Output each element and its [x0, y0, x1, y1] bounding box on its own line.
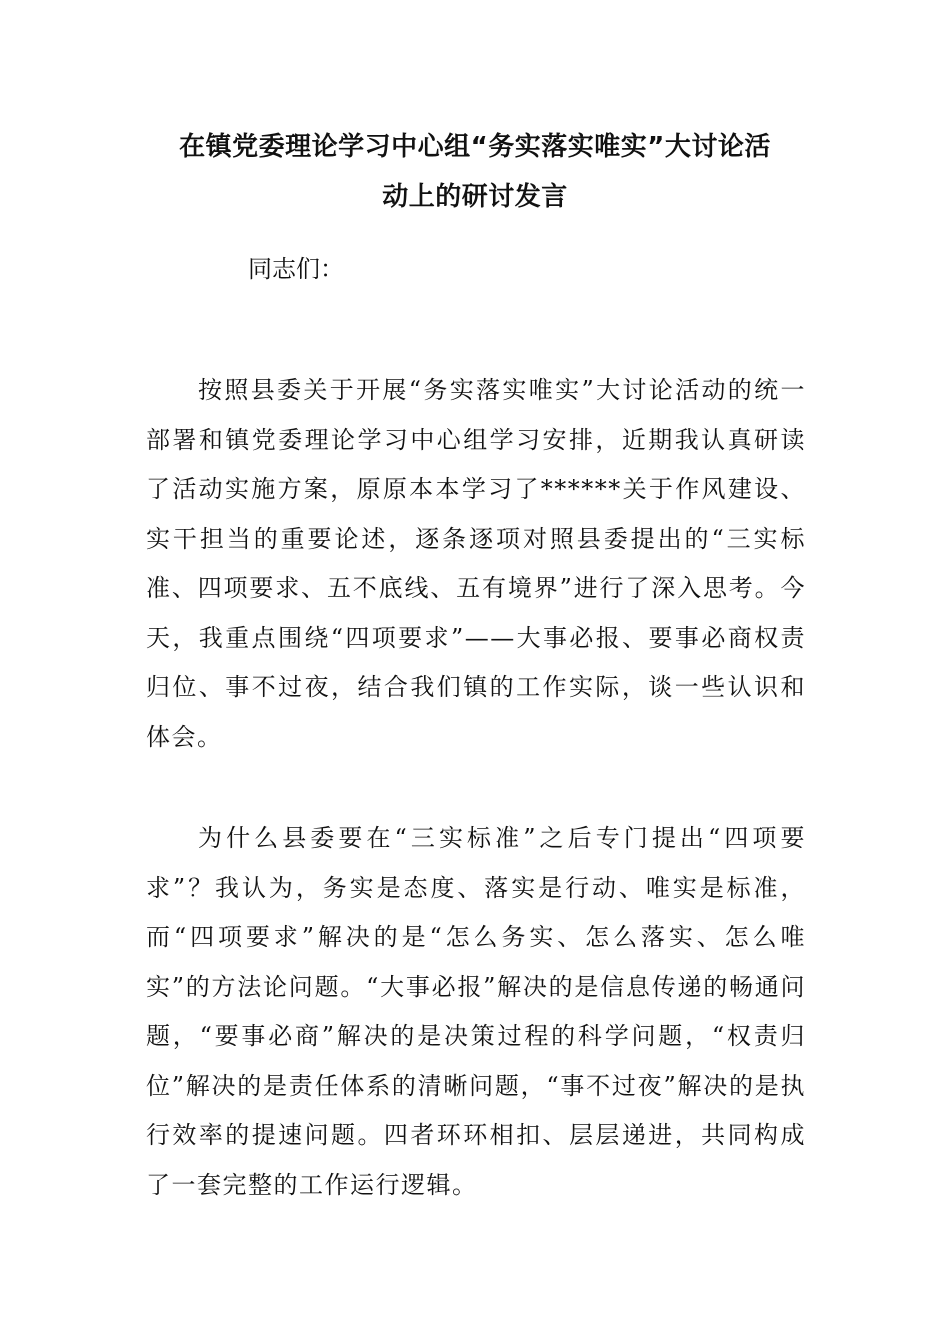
title-line-2: 动上的研讨发言 [382, 182, 568, 212]
document-title [140, 122, 810, 222]
paragraph-2: 为什么县委要在“三实标准”之后专门提出“四项要求”？我认为，务实是态度、落实是行动、唯实是标准，而“四项要求”解决的是“怎么务实、怎么落实、怎么唯实”的方法论问题。“大事必报”解决的是信息传递的畅通问题，“要事必商”解决的是决策过程的科学问题，“权责归位”解决的是责任体系的清晰问题，“事不过夜”解决的是执行效率的提速问题。四者环环相扣、层层递进，共同构成了一套完整的工作运行逻辑。 [146, 824, 806, 1199]
salutation: 同志们： [248, 255, 344, 283]
title-line-1: 在镇党委理论学习中心组“务实落实唯实”大讨论活 [179, 132, 771, 162]
paragraph-1: 按照县委关于开展“务实落实唯实”大讨论活动的统一部署和镇党委理论学习中心组学习安排，近期我认真研读了活动实施方案，原原本本学习了******关于作风建设、实干担当的重要论述，逐条逐项对照县委提出的“三实标准、四项要求、五不底线、五有境界”进行了深入思考。今天，我重点围绕“四项要求”——大事必报、要事必商权责归位、事不过夜，结合我们镇的工作实际，谈一些认识和体会。 [146, 376, 806, 751]
